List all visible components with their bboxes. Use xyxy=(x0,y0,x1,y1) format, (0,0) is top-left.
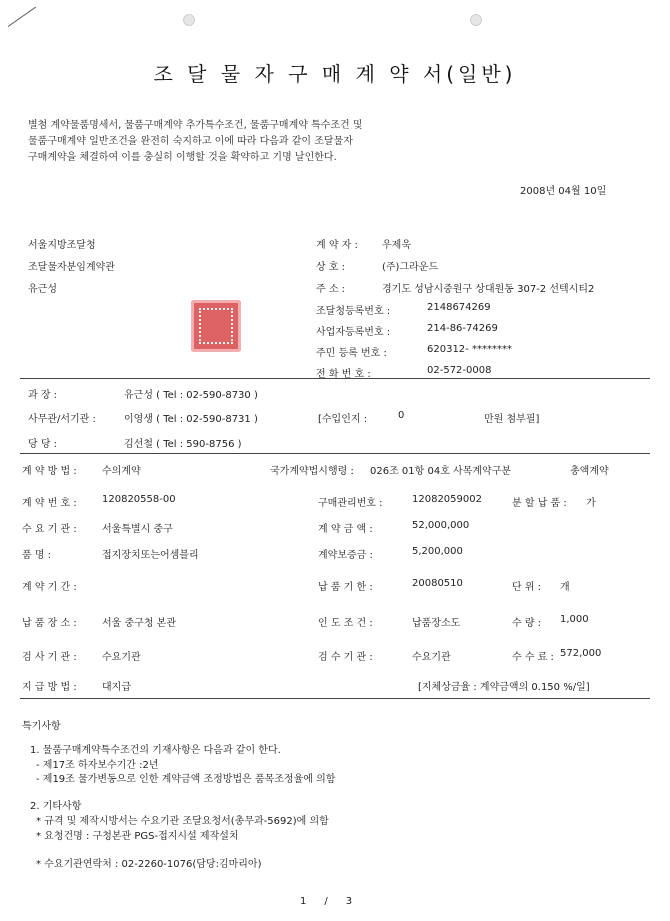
delivery-deadline-label: 납 품 기 한 : xyxy=(318,582,373,593)
clerk-value: 이영생 ( Tel : 02-590-8731 ) xyxy=(124,414,258,425)
contractor-name: 우제욱 xyxy=(382,240,411,251)
staff-value: 김선철 ( Tel : 590-8756 ) xyxy=(124,439,242,450)
special-heading: 특기사항 xyxy=(22,721,61,732)
inspection-org-value: 수요기관 xyxy=(102,652,141,663)
special-subitem: * 요청건명 : 구청본관 PGS-접지시설 제작설치 xyxy=(36,831,239,842)
page-total: 3 xyxy=(345,896,371,907)
clerk-label: 사무관/서기관 : xyxy=(28,414,96,425)
resident-number-value: 620312- ******** xyxy=(427,344,512,355)
acceptance-org-value: 수요기관 xyxy=(412,652,451,663)
amount-value: 52,000,000 xyxy=(412,520,470,531)
special-subitem: - 제19조 물가변동으로 인한 계약금액 조정방법은 품목조정율에 의함 xyxy=(36,774,336,785)
buyer-org: 서울지방조달청 xyxy=(28,240,96,251)
amount-label: 계 약 금 액 : xyxy=(318,524,373,535)
page-number xyxy=(0,896,670,907)
delivery-place-label: 납 품 장 소 : xyxy=(22,618,77,629)
contract-number-value: 120820558-00 xyxy=(102,494,176,505)
special-subitem: * 규격 및 제작시방서는 수요기관 조달요청서(총무과-5692)에 의함 xyxy=(36,816,329,827)
delivery-deadline-value: 20080510 xyxy=(412,578,463,589)
handover-value: 납품장소도 xyxy=(412,618,461,629)
special-subitem: - 제17조 하자보수기간 :2년 xyxy=(36,760,159,771)
fee-label: 수 수 료 : xyxy=(512,652,554,663)
chief-value: 유근성 ( Tel : 02-590-8730 ) xyxy=(124,390,258,401)
staff-label: 당 당 : xyxy=(28,439,58,450)
period-label: 계 약 기 간 : xyxy=(22,582,77,593)
item-label: 품 명 : xyxy=(22,550,52,561)
divider xyxy=(20,698,650,699)
preamble-line: 구매계약을 체결하여 이를 충실히 이행할 것을 확약하고 기명 날인한다. xyxy=(28,152,337,163)
address-label: 주 소 : xyxy=(316,284,346,295)
biz-number-value: 214-86-74269 xyxy=(427,323,498,334)
law-label: 국가계약법시행령 : xyxy=(270,466,354,477)
split-delivery-value: 가 xyxy=(586,498,596,509)
contract-date: 2008년 04월 10일 xyxy=(520,186,607,197)
law-value: 026조 01항 04호 사목계약구분 xyxy=(370,466,512,477)
purchase-number-value: 12082059002 xyxy=(412,494,482,505)
pen-mark xyxy=(8,7,36,27)
reg-number-value: 2148674269 xyxy=(427,302,491,313)
demand-org-value: 서울특별시 중구 xyxy=(102,524,173,535)
quantity-value: 1,000 xyxy=(560,614,589,625)
late-penalty: [지체상금율 : 계약금액의 0.150 %/일] xyxy=(418,682,590,693)
method-value: 수의계약 xyxy=(102,466,141,477)
inspection-org-label: 검 사 기 관 : xyxy=(22,652,77,663)
revenue-stamp-note: 만원 첨부필] xyxy=(484,414,540,425)
buyer-officer-name: 유근성 xyxy=(28,284,57,295)
buyer-officer-title: 조달물자분임계약관 xyxy=(28,262,115,273)
document-title: 조 달 물 자 구 매 계 약 서(일반) xyxy=(153,62,517,86)
phone-label: 전 화 번 호 : xyxy=(316,369,371,380)
punch-hole-right xyxy=(470,14,482,26)
method-label: 계 약 방 법 : xyxy=(22,466,77,477)
payment-method-label: 지 급 방 법 : xyxy=(22,682,77,693)
phone-value: 02-572-0008 xyxy=(427,365,492,376)
quantity-label: 수 량 : xyxy=(512,618,542,629)
delivery-place-value: 서울 중구청 본관 xyxy=(102,618,176,629)
address-value: 경기도 성남시중원구 상대원동 307-2 선텍시티2 xyxy=(382,284,595,295)
divider xyxy=(20,453,650,454)
unit-label: 단 위 : xyxy=(512,582,542,593)
resident-number-label: 주민 등록 번호 : xyxy=(316,348,387,359)
special-subitem: * 수요기관연락처 : 02-2260-1076(담당:김마리아) xyxy=(36,859,262,870)
purchase-number-label: 구매관리번호 : xyxy=(318,498,383,509)
page-separator: / xyxy=(324,896,346,907)
handover-label: 인 도 조 건 : xyxy=(318,618,373,629)
official-seal-stamp xyxy=(191,300,241,352)
law-type: 총액계약 xyxy=(570,466,609,477)
deposit-label: 계약보증금 : xyxy=(318,550,373,561)
biz-number-label: 사업자등록번호 : xyxy=(316,327,391,338)
preamble-line: 별첨 계약물품명세서, 물품구매계약 추가특수조건, 물품구매계약 특수조건 및 xyxy=(28,120,363,131)
contract-number-label: 계 약 번 호 : xyxy=(22,498,77,509)
preamble xyxy=(28,118,628,166)
special-item: 2. 기타사항 xyxy=(30,801,82,812)
company-label: 상 호 : xyxy=(316,262,346,273)
page-current: 1 xyxy=(299,896,325,907)
split-delivery-label: 분 할 납 품 : xyxy=(512,498,567,509)
punch-hole-left xyxy=(183,14,195,26)
unit-value: 개 xyxy=(560,582,570,593)
demand-org-label: 수 요 기 관 : xyxy=(22,524,77,535)
chief-label: 과 장 : xyxy=(28,390,58,401)
company-name: (주)그라운드 xyxy=(382,262,439,273)
contractor-label: 계 약 자 : xyxy=(316,240,358,251)
payment-method-value: 대지급 xyxy=(102,682,131,693)
item-value: 접지장치또는어셈블리 xyxy=(102,550,199,561)
acceptance-org-label: 검 수 기 관 : xyxy=(318,652,373,663)
special-item: 1. 물품구매계약특수조건의 기재사항은 다음과 같이 한다. xyxy=(30,745,281,756)
deposit-value: 5,200,000 xyxy=(412,546,463,557)
fee-value: 572,000 xyxy=(560,648,602,659)
divider xyxy=(20,378,650,379)
preamble-line: 물품구매계약 일반조건을 완전히 숙지하고 이에 따라 다음과 같이 조달물자 xyxy=(28,136,353,147)
reg-number-label: 조달청등록번호 : xyxy=(316,306,391,317)
revenue-stamp-label: [수입인지 : xyxy=(318,414,368,425)
revenue-stamp-amount: 0 xyxy=(398,410,405,421)
